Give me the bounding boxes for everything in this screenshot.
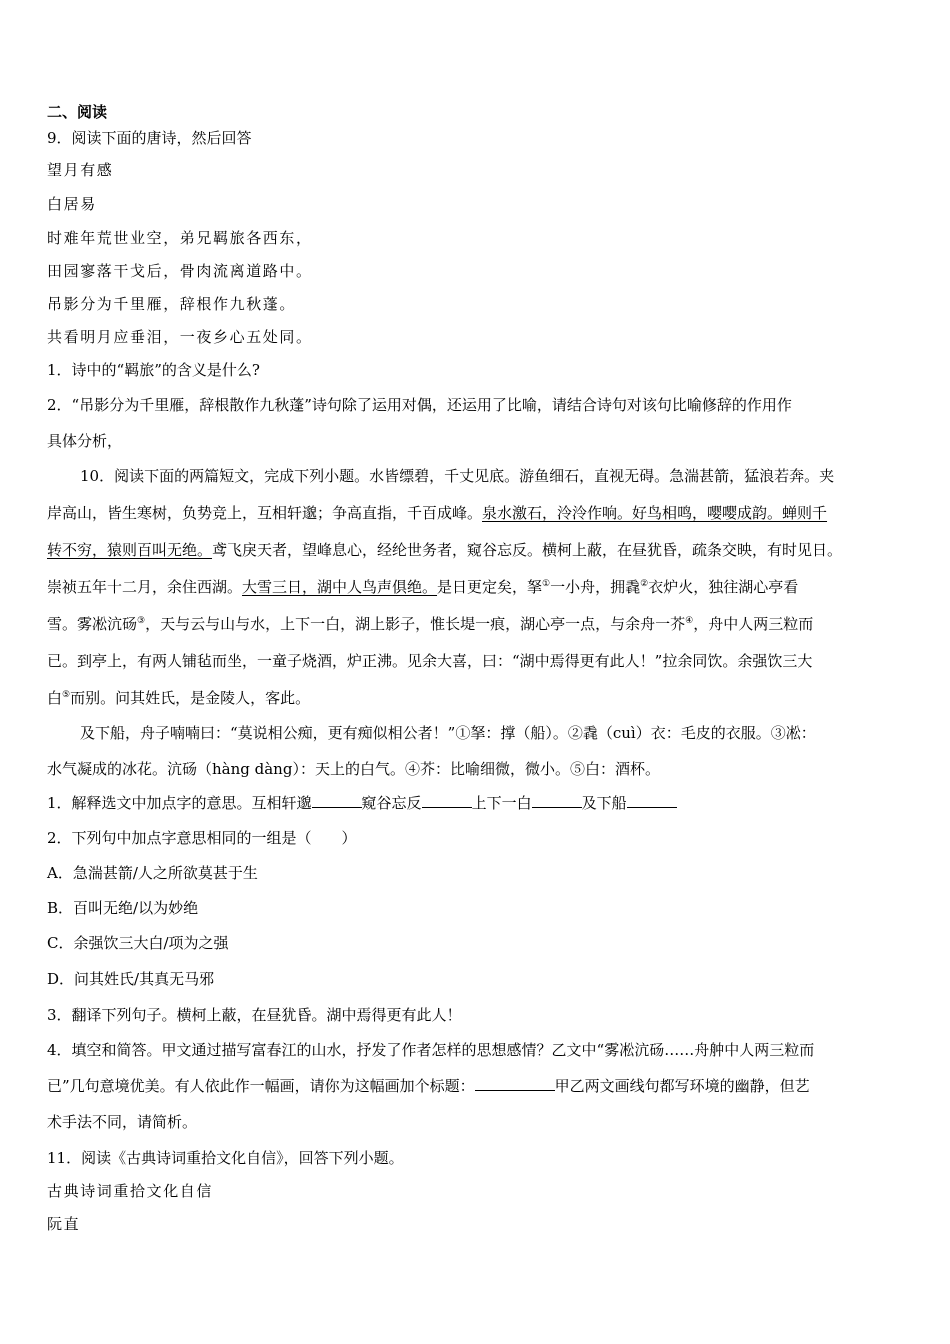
footnote-mark: ② <box>640 579 649 589</box>
q9-sub1: 1．诗中的“羁旅”的含义是什么? <box>47 361 260 379</box>
q11-prompt: 11．阅读《古典诗词重拾文化自信》，回答下列小题。 <box>47 1149 404 1167</box>
poem-title: 望月有感 <box>47 161 114 179</box>
option-c: C．余强饮三大白/项为之强 <box>47 934 229 952</box>
footnote-mark: ① <box>542 579 551 589</box>
q9-prompt: 9．阅读下面的唐诗，然后回答 <box>47 129 252 147</box>
underlined-sentence: 泉水激石，泠泠作响。好鸟相鸣，嘤嘤成韵。蝉则千 <box>482 504 828 522</box>
q10-sub1: 1．解释选文中加点字的意思。互相轩邈 窥谷忘反 上下一白 及下船 <box>47 793 677 813</box>
q10-sub4-line1: 4．填空和简答。甲文通过描写富春江的山水，抒发了作者怎样的思想感情？乙文中“雾凇沆砀……舟舯中人两三粒而 <box>47 1041 815 1059</box>
underlined-sentence: 大雪三日，湖中人鸟声俱绝。 <box>242 578 438 596</box>
option-b: B．百叫无绝/以为妙绝 <box>47 899 199 917</box>
q10-passage-line: 岸高山，皆生寒树，负势竞上，互相轩邈；争高直指，千百成峰。泉水激石，泠泠作响。好鸟相鸣，嘤嘤成韵。蝉则千 <box>47 504 828 522</box>
footnote-mark: ⑤ <box>62 690 71 700</box>
underlined-sentence: 转不穷，猿则百叫无绝。 <box>47 541 213 559</box>
answer-blank[interactable] <box>475 1076 555 1091</box>
q10-passage-line: 已。到亭上，有两人铺毡而坐，一童子烧酒，炉正沸。见余大喜，曰：“湖中焉得更有此人！”拉余同饮。余强饮三大 <box>47 652 813 670</box>
q10-sub4-line2: 已”几句意境优美。有人依此作一幅画，请你为这幅画加个标题： 甲乙两文画线句都写环境的幽静，但艺 <box>47 1077 810 1095</box>
footnote-mark: ④ <box>685 616 694 626</box>
q10-sub4-line3: 术手法不同，请简析。 <box>47 1113 198 1131</box>
q10-passage-line: 白⑤而别。问其姓氏，是金陵人，客此。 <box>47 689 311 707</box>
poem-line: 吊影分为千里雁，辞根作九秋蓬。 <box>47 295 297 313</box>
q10-sub3: 3．翻译下列句子。横柯上蔽，在昼犹昏。湖中焉得更有此人！ <box>47 1006 462 1024</box>
answer-blank[interactable] <box>532 793 582 808</box>
q10-passage-line: 崇祯五年十二月，余住西湖。大雪三日，湖中人鸟声俱绝。是日更定矣，拏①一小舟，拥毳②衣炉火，独往湖心亭看 <box>47 578 799 596</box>
answer-blank[interactable] <box>312 793 362 808</box>
q10-passage-line: 10．阅读下面的两篇短文，完成下列小题。水皆缥碧，千丈见底。游鱼细石，直视无碍。急湍甚箭，猛浪若奔。夹 <box>80 467 835 485</box>
option-d: D．问其姓氏/其真无马邪 <box>47 970 215 988</box>
poem-author: 白居易 <box>47 195 97 213</box>
option-a: A．急湍甚箭/人之所欲莫甚于生 <box>47 864 258 882</box>
footnote-mark: ③ <box>137 616 146 626</box>
poem-line: 共看明月应垂泪，一夜乡心五处同。 <box>47 328 313 346</box>
article-author: 阮直 <box>47 1215 81 1233</box>
q9-sub2-line1: 2．“吊影分为千里雁，辞根散作九秋蓬”诗句除了运用对偶，还运用了比喻，请结合诗句对该句比喻修辞的作用作 <box>47 396 792 414</box>
answer-blank[interactable] <box>627 793 677 808</box>
section-title: 二、阅读 <box>47 103 108 121</box>
q10-sub2: 2．下列句中加点字意思相同的一组是（ ） <box>47 829 357 847</box>
q10-passage-line: 转不穷，猿则百叫无绝。鸢飞戾天者，望峰息心，经纶世务者，窥谷忘反。横柯上蔽，在昼犹昏，疏条交映，有时见日。 <box>47 541 843 559</box>
q10-notes-line: 及下船，舟子喃喃曰：“莫说相公痴，更有痴似相公者！”①拏：撑（船）。②毳（cuì）衣：毛皮的衣服。③凇： <box>80 724 816 742</box>
poem-line: 时难年荒世业空，弟兄羁旅各西东， <box>47 229 313 247</box>
q10-passage-line: 雪。雾凇沆砀③，天与云与山与水，上下一白，湖上影子，惟长堤一痕，湖心亭一点，与余舟一芥④，舟中人两三粒而 <box>47 615 814 633</box>
answer-blank[interactable] <box>422 793 472 808</box>
q10-notes-line: 水气凝成的冰花。沆砀（hàng dàng）：天上的白气。④芥：比喻细微，微小。⑤白：酒杯。 <box>47 760 660 778</box>
q9-sub2-line2: 具体分析， <box>47 432 123 450</box>
poem-line: 田园寥落干戈后，骨肉流离道路中。 <box>47 262 313 280</box>
article-title: 古典诗词重拾文化自信 <box>47 1182 214 1200</box>
